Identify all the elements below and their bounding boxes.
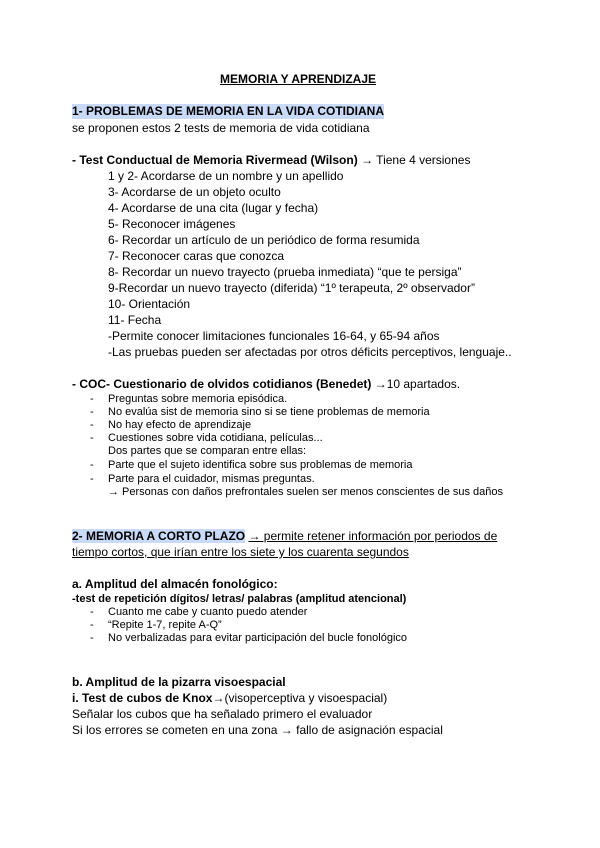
- document-title: MEMORIA Y APRENDIZAJE: [220, 72, 377, 86]
- coc-bullet: Cuestiones sobre vida cotidiana, películas...: [108, 432, 323, 444]
- knox-label: i. Test de cubos de Knox: [72, 691, 213, 705]
- section2a-bullet: Cuanto me cabe y cuanto puedo atender: [108, 606, 308, 618]
- bullet-dash: -: [90, 619, 94, 631]
- bullet-dash: -: [90, 393, 94, 405]
- section2-desc-line1: → permite retener información por periodos de: [248, 529, 498, 543]
- bullet-dash: -: [90, 473, 94, 485]
- section2-heading-line: [72, 529, 497, 544]
- coc-bullet: Parte para el cuidador, mismas preguntas.: [108, 473, 315, 485]
- coc-bullet: No evalúa sist de memoria sino si se tiene problemas de memoria: [108, 406, 430, 418]
- bullet-dash: -: [90, 432, 94, 444]
- coc-arrow-line: → Personas con daños prefrontales suelen ser menos conscientes de sus daños: [108, 486, 504, 498]
- section2a-bullet: “Repite 1-7, repite A-Q”: [108, 619, 222, 631]
- coc-bullet: Parte que el sujeto identifica sobre sus problemas de memoria: [108, 459, 413, 471]
- section2a-heading: a. Amplitud del almacén fonológico:: [72, 577, 278, 591]
- rivermead-item: 7- Reconocer caras que conozca: [108, 249, 285, 263]
- section2b-line1: Señalar los cubos que ha señalado primero el evaluador: [72, 707, 373, 721]
- rivermead-item: 6- Recordar un artículo de un periódico de forma resumida: [108, 233, 420, 247]
- knox-line: [72, 691, 387, 706]
- coc-bullet: Preguntas sobre memoria episódica.: [108, 393, 288, 405]
- coc-line: [72, 377, 460, 392]
- coc-bullet: No hay efecto de aprendizaje: [108, 419, 252, 431]
- rivermead-item: -Permite conocer limitaciones funcionales 16-64, y 65-94 años: [108, 329, 440, 343]
- section2b-heading: b. Amplitud de la pizarra visoespacial: [72, 675, 286, 689]
- rivermead-item: 9-Recordar un nuevo trayecto (diferida) “1º terapeuta, 2º observador”: [108, 281, 475, 295]
- bullet-dash: -: [90, 406, 94, 418]
- section1-intro: se proponen estos 2 tests de memoria de vida cotidiana: [72, 121, 370, 135]
- rivermead-note: → Tiene 4 versiones: [361, 153, 471, 167]
- rivermead-line: [72, 153, 470, 168]
- rivermead-item: 1 y 2- Acordarse de un nombre y un apellido: [108, 169, 344, 183]
- bullet-dash: -: [90, 606, 94, 618]
- section1-heading: 1- PROBLEMAS DE MEMORIA EN LA VIDA COTIDIANA: [72, 104, 385, 118]
- section2b-line2: Si los errores se cometen en una zona → fallo de asignación espacial: [72, 723, 443, 737]
- section2-heading: 2- MEMORIA A CORTO PLAZO: [72, 529, 246, 543]
- section2a-bullet: No verbalizadas para evitar participación del bucle fonológico: [108, 632, 408, 644]
- section2-desc-line2: tiempo cortos, que irían entre los siete y los cuarenta segundos: [72, 545, 409, 559]
- rivermead-item: 8- Recordar un nuevo trayecto (prueba inmediata) “que te persiga”: [108, 265, 462, 279]
- rivermead-item: 10- Orientación: [108, 297, 191, 311]
- rivermead-item: 11- Fecha: [108, 313, 162, 327]
- rivermead-item: -Las pruebas pueden ser afectadas por otros déficits perceptivos, lenguaje..: [108, 345, 512, 359]
- rivermead-item: 4- Acordarse de una cita (lugar y fecha): [108, 201, 319, 215]
- bullet-dash: -: [90, 459, 94, 471]
- bullet-dash: -: [90, 632, 94, 644]
- coc-note: →10 apartados.: [374, 377, 461, 391]
- bullet-dash: -: [90, 419, 94, 431]
- rivermead-item: 5- Reconocer imágenes: [108, 217, 236, 231]
- rivermead-label: - Test Conductual de Memoria Rivermead (Wilson): [72, 153, 358, 167]
- section2a-test: -test de repetición dígitos/ letras/ palabras (amplitud atencional): [72, 593, 407, 605]
- coc-subline: Dos partes que se comparan entre ellas:: [108, 445, 307, 457]
- rivermead-item: 3- Acordarse de un objeto oculto: [108, 185, 281, 199]
- coc-label: - COC- Cuestionario de olvidos cotidianos (Benedet): [72, 377, 372, 391]
- knox-note: →(visoperceptiva y visoespacial): [212, 691, 388, 705]
